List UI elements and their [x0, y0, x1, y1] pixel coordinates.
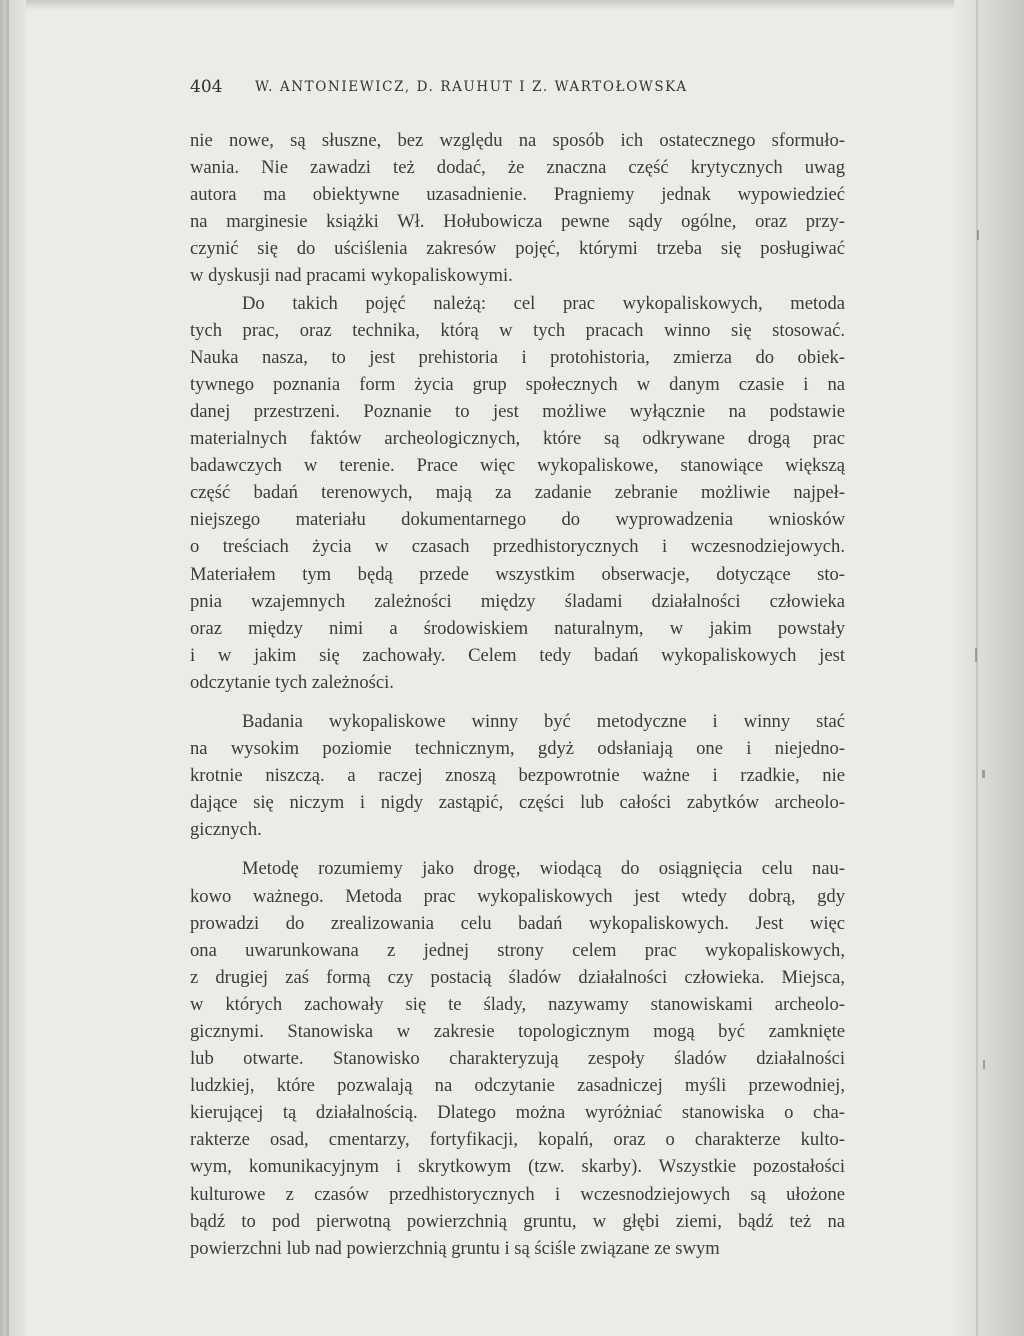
text-line: krotnie niszczą. a raczej znoszą bezpowrotnie ważne i rzadkie, nie	[190, 765, 845, 787]
text-line: kulturowe z czasów przedhistorycznych i wczesnodziejowych są ułożone	[190, 1183, 845, 1205]
text-line: oraz między nimi a środowiskiem naturalnym, w jakim powstały	[190, 617, 845, 639]
paragraph-gap	[190, 843, 845, 855]
text-line: część badań terenowych, mają za zadanie zebranie możliwie najpeł-	[190, 482, 845, 504]
text-line: badawczych w terenie. Prace więc wykopaliskowe, stanowiące większą	[190, 455, 845, 477]
scan-speck	[977, 230, 979, 240]
text-line: niejszego materiału dokumentarnego do wyprowadzenia wniosków	[190, 509, 845, 531]
text-line: z drugiej zaś formą czy postacią śladów działalności człowieka. Miejsca,	[190, 966, 845, 988]
text-line: na wysokim poziomie technicznym, gdyż odsłaniają one i niejedno-	[190, 738, 845, 760]
scan-top-edge	[0, 0, 1024, 10]
text-line: materialnych faktów archeologicznych, które są odkrywane drogą prac	[190, 428, 845, 450]
text-line: czynić się do uściślenia zakresów pojęć, którymi trzeba się posługiwać	[190, 238, 845, 260]
body-text	[190, 127, 845, 1262]
text-line: w dyskusji nad pracami wykopaliskowymi.	[190, 265, 513, 287]
paragraph	[190, 290, 845, 696]
text-line: bądź to pod pierwotną powierzchnią gruntu, w głębi ziemi, bądź też na	[190, 1210, 845, 1232]
text-line: kowo ważnego. Metoda prac wykopaliskowych jest wtedy dobrą, gdy	[190, 885, 845, 907]
text-line: Do takich pojęć należą: cel prac wykopaliskowych, metoda	[242, 292, 845, 314]
paragraph	[190, 855, 845, 1261]
text-line: nie nowe, są słuszne, bez względu na sposób ich ostatecznego sformuło-	[190, 130, 845, 151]
page-header	[190, 77, 850, 101]
text-line: pnia wzajemnych zależności między śladami działalności człowieka	[190, 590, 845, 612]
paragraph-gap	[190, 696, 845, 708]
text-line: Metodę rozumiemy jako drogę, wiodącą do osiągnięcia celu nau-	[242, 858, 845, 880]
scan-left-edge	[0, 0, 26, 1336]
text-line: odczytanie tych zależności.	[190, 671, 394, 693]
scan-speck	[975, 648, 977, 662]
text-line: o treściach życia w czasach przedhistorycznych i wczesnodziejowych.	[190, 536, 845, 558]
text-line: wym, komunikacyjnym i skrytkowym (tzw. skarby). Wszystkie pozostałości	[190, 1156, 845, 1178]
text-line: prowadzi do zrealizowania celu badań wykopaliskowych. Jest więc	[190, 912, 845, 934]
text-line: tych prac, oraz technika, którą w tych pracach winno się stosować.	[190, 319, 845, 341]
text-line: Materiałem tym będą przede wszystkim obserwacje, dotyczące sto-	[190, 563, 845, 585]
text-line: Nauka nasza, to jest prehistoria i protohistoria, zmierza do obiek-	[190, 346, 845, 368]
paragraph	[190, 708, 845, 843]
scan-speck	[983, 1060, 985, 1069]
text-line: ona uwarunkowana z jednej strony celem prac wykopaliskowych,	[190, 939, 845, 961]
text-line: danej przestrzeni. Poznanie to jest możliwe wyłącznie na podstawie	[190, 400, 845, 422]
text-line: kierującej tą działalnością. Dlatego można wyróżniać stanowiska o cha-	[190, 1102, 845, 1124]
paragraph	[190, 127, 845, 290]
text-line: gicznych.	[190, 819, 262, 841]
page-number: 404	[190, 77, 223, 97]
text-line: ludzkiej, które pozwalają na odczytanie zasadniczej myśli przewodniej,	[190, 1075, 845, 1097]
text-line: Badania wykopaliskowe winny być metodyczne i winny stać	[242, 710, 845, 732]
text-line: rakterze osad, cmentarzy, fortyfikacji, kopalń, oraz o charakterze kulto-	[190, 1129, 845, 1151]
scan-right-edge	[954, 0, 1024, 1336]
text-line: autora ma obiektywne uzasadnienie. Pragniemy jednak wypowiedzieć	[190, 184, 845, 206]
text-line: dające się niczym i nigdy zastąpić, części lub całości zabytków archeolo-	[190, 792, 845, 814]
scan-speck	[982, 770, 985, 778]
text-line: lub otwarte. Stanowisko charakteryzują zespoły śladów działalności	[190, 1048, 845, 1070]
text-line: powierzchni lub nad powierzchnią gruntu i są ściśle związane ze swym	[190, 1237, 720, 1259]
text-line: i w jakim się zachowały. Celem tedy badań wykopaliskowych jest	[190, 644, 845, 666]
text-line: wania. Nie zawadzi też dodać, że znaczna część krytycznych uwag	[190, 157, 845, 179]
running-head: W. ANTONIEWICZ, D. RAUHUT I Z. WARTOŁOWSKA	[255, 79, 688, 95]
text-line: na marginesie książki Wł. Hołubowicza pewne sądy ogólne, oraz przy-	[190, 211, 845, 233]
text-line: w których zachowały się te ślady, nazywamy stanowiskami archeolo-	[190, 993, 845, 1015]
text-line: gicznymi. Stanowiska w zakresie topologicznym mogą być zamknięte	[190, 1021, 845, 1042]
text-line: tywnego poznania form życia grup społecznych w danym czasie i na	[190, 373, 845, 395]
